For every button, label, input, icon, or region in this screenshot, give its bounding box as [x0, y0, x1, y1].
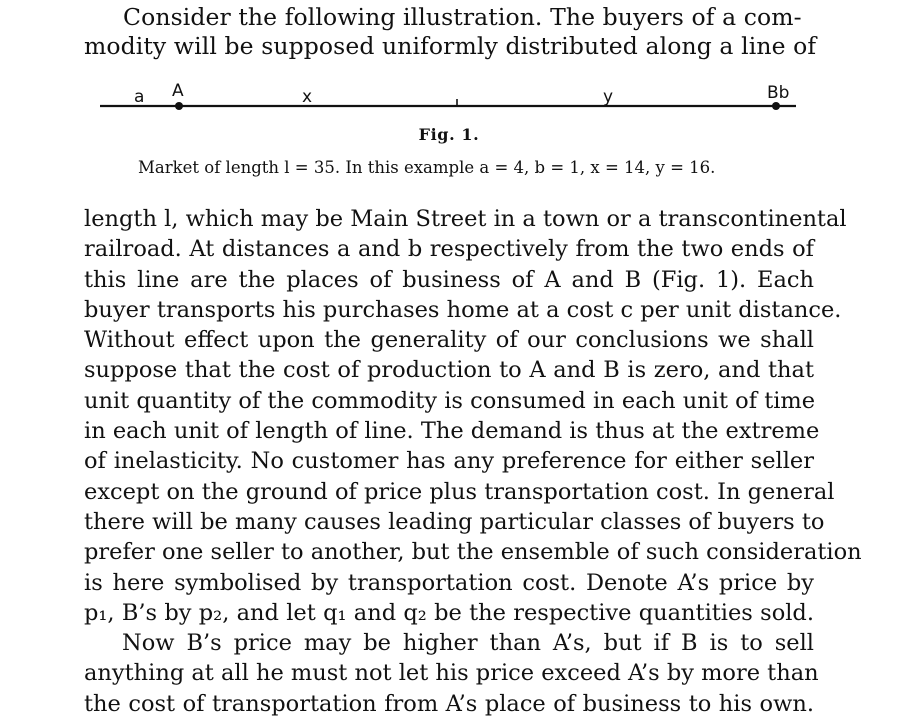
- point-B-dot: [772, 102, 780, 110]
- text-line: suppose that the cost of production to A and B is zero, and that: [84, 357, 814, 384]
- label-y: y: [603, 87, 614, 107]
- text-line: is here symbolised by transportation cost. Denote A’s price by: [84, 569, 814, 596]
- text-line: unit quantity of the commodity is consumed in each unit of time: [84, 387, 816, 414]
- text-line: there will be many causes leading particular classes of buyers to: [84, 508, 825, 535]
- label-a: a: [134, 87, 145, 107]
- label-x: x: [302, 87, 313, 107]
- text-line: in each unit of length of line. The demand is thus at the extreme: [84, 418, 820, 445]
- text-line: buyer transports his purchases home at a cost c per unit distance.: [84, 296, 842, 323]
- text-line: except on the ground of price plus transportation cost. In general: [84, 478, 835, 505]
- point-A-dot: [175, 102, 183, 110]
- body-paragraph: [84, 204, 862, 719]
- text-line: this line are the places of business of A and B (Fig. 1). Each: [84, 266, 814, 293]
- text-line: Consider the following illustration. The buyers of a com-: [123, 3, 802, 31]
- text-line: prefer one seller to another, but the ensemble of such consideration: [84, 539, 862, 566]
- text-line: railroad. At distances a and b respectively from the two ends of: [84, 236, 814, 263]
- figure-caption: Market of length l = 35. In this example a = 4, b = 1, x = 14, y = 16.: [138, 158, 716, 177]
- text-line: Now B’s price may be higher than A’s, but if B is to sell: [122, 630, 814, 657]
- text-line: anything at all he must not let his price exceed A’s by more than: [84, 660, 819, 687]
- market-line-diagram: [84, 78, 804, 118]
- text-line: p₁, B’s by p₂, and let q₁ and q₂ be the respective quantities sold.: [84, 599, 814, 626]
- text-line: length l, which may be Main Street in a town or a transcontinental: [84, 206, 847, 232]
- label-A: A: [172, 81, 184, 101]
- text-line: modity will be supposed uniformly distributed along a line of: [84, 32, 817, 60]
- label-Bb: Bb: [767, 83, 790, 103]
- text-line: Without effect upon the generality of our conclusions we shall: [84, 327, 814, 354]
- figure-1: [84, 78, 804, 118]
- text-line: of inelasticity. No customer has any preference for either seller: [84, 448, 814, 475]
- figure-title: Fig. 1.: [418, 125, 480, 144]
- text-line: the cost of transportation from A’s place of business to his own.: [84, 690, 814, 717]
